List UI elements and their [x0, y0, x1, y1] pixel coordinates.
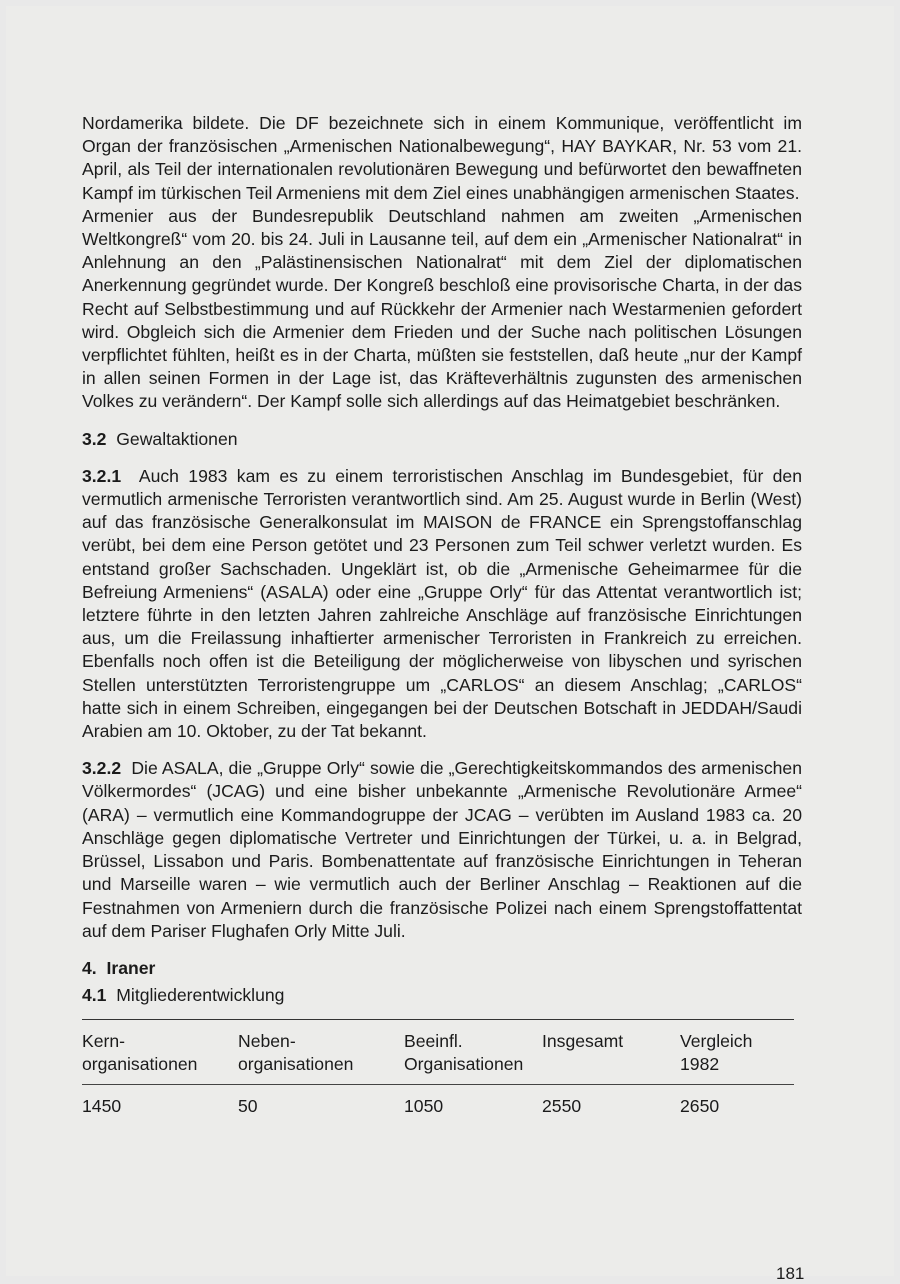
table-cell: 50 — [238, 1096, 258, 1117]
table-header: Kern- organisationen — [82, 1031, 198, 1075]
section-number: 4. — [82, 957, 97, 978]
section-3-2-1 — [82, 465, 802, 743]
document-body — [82, 112, 802, 1122]
table-cell: 1050 — [404, 1096, 444, 1117]
table-header: Vergleich 1982 — [680, 1031, 753, 1075]
table-cell: 2550 — [542, 1096, 582, 1117]
section-title: Mitgliederentwicklung — [116, 985, 285, 1006]
paragraph-2: Armenier aus der Bundesrepublik Deutschland nahmen am zweiten „Armenischen Weltkongreß“ vom 20. bis 24. Juli in Lausanne teil, auf dem ein „Armenischer Nationalrat“ in Anlehnung an den „Palästinensischen Nationalrat“ mit dem Ziel der diplomatischen Anerkennung gegründet wurde. Der Kongreß beschloß eine provisorische Charta, in der das Recht auf Selbstbestimmung und auf Rückkehr der Armenier nach Westarmenien gefordert wird. Obgleich sich die Armenier dem Frieden und der Suche nach politischen Lösungen verpflichtet fühlten, heißt es in der Charta, müßten sie feststellen, daß heute „nur der Kampf in allen seinen Formen in der Lage ist, das Kräfteverhältnis zugunsten des armenischen Volkes zu verändern“. Der Kampf solle sich allerdings auf das Heimatgebiet beschränken. — [82, 205, 802, 412]
table-header: Beeinfl. Organisationen — [404, 1031, 524, 1075]
table-header: Insgesamt — [542, 1031, 624, 1052]
section-title: Gewaltaktionen — [116, 428, 238, 449]
table-cell: 1450 — [82, 1096, 122, 1117]
paragraph-1: Nordamerika bildete. Die DF bezeichnete sich in einem Kommunique, veröffentlicht im Organ der französischen „Armenischen Nationalbewegung“, HAY BAYKAR, Nr. 53 vom 21. April, als Teil der internationalen revolutionären Bewegung und befürwortet den bewaffneten Kampf im türkischen Teil Armeniens mit dem Ziel eines unabhängigen armenischen Staates. — [82, 113, 802, 203]
membership-table — [82, 1019, 794, 1122]
table-header: Neben- organisationen — [238, 1031, 354, 1075]
page-number: 181 — [776, 1264, 805, 1283]
section-number: 3.2 — [82, 428, 107, 449]
section-3-2-heading — [82, 428, 802, 451]
section-number: 3.2.1 — [82, 465, 122, 486]
section-4-heading — [82, 957, 802, 980]
section-4-1-heading — [82, 984, 802, 1007]
section-text: Auch 1983 kam es zu einem terroristischen Anschlag im Bundesgebiet, für den vermutlich armenische Terroristen verantwortlich sind. Am 25. August wurde in Berlin (West) auf das französische Generalkonsulat im MAISON de FRANCE ein Sprengstoffanschlag verübt, bei dem eine Person getötet und 23 Personen zum Teil schwer verletzt wurden. Es entstand großer Sachschaden. Ungeklärt ist, ob die „Armenische Geheimarmee für die Befreiung Armeniens“ (ASALA) oder eine „Gruppe Orly“ für das Attentat verantwortlich ist; letztere führte in den letzten Jahren zahlreiche Anschläge auf französische Einrichtungen aus, um die Freilassung inhaftierter armenischer Terroristen in Frankreich zu erreichen. Ebenfalls noch offen ist die Beteiligung der möglicherweise von libyschen und syrischen Stellen unterstützten Terroristengruppe um „CARLOS“ an diesem Anschlag; „CARLOS“ hatte sich in einem Schreiben, eingegangen bei der Deutschen Botschaft in JEDDAH/Saudi Arabien am 10. Oktober, zu der Tat bekannt. — [82, 465, 802, 742]
section-number: 3.2.2 — [82, 758, 122, 779]
section-3-2-2 — [82, 757, 802, 943]
section-number: 4.1 — [82, 985, 107, 1006]
table-header-row — [82, 1020, 794, 1085]
section-text: Die ASALA, die „Gruppe Orly“ sowie die „Gerechtigkeitskommandos des armenischen Völkermordes“ (JCAG) und eine bisher unbekannte „Armenische Revolutionäre Armee“ (ARA) – vermutlich eine Kommandogruppe der JCAG – verübten im Ausland 1983 ca. 20 Anschläge gegen diplomatische Vertreter und Einrichtungen der Türkei, u. a. in Belgrad, Brüssel, Lissabon und Paris. Bombenattentate auf französische Einrichtungen in Teheran und Marseille waren – wie vermutlich auch der Berliner Anschlag – Reaktionen auf die Festnahmen von Armeniern durch die französische Polizei nach einem Sprengstoffattentat auf dem Pariser Flughafen Orly Mitte Juli. — [82, 758, 802, 941]
section-title: Iraner — [106, 957, 156, 978]
table-cell: 2650 — [680, 1096, 720, 1117]
table-row — [82, 1085, 794, 1123]
